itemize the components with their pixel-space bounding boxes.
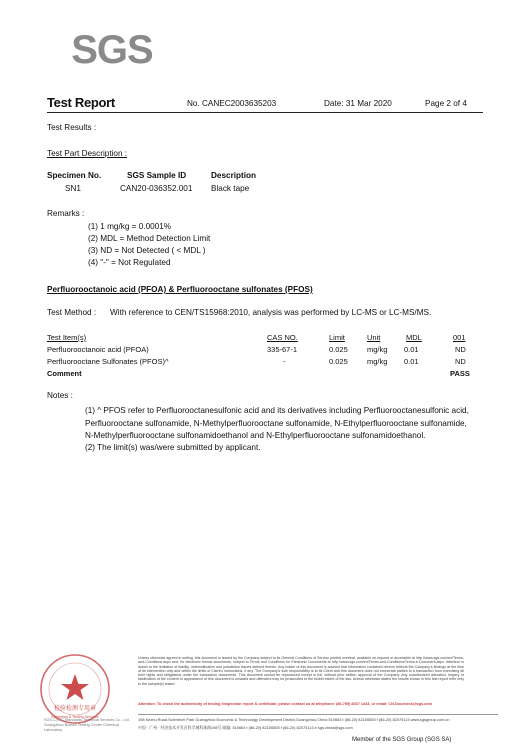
lab-name-line: Guangzhou Branch Testing Center Chemical Laboratory [44,723,120,732]
note-line: N-Methylperfluorooctane sulfonamidoethanol and N-Ethylperfluorooctane sulfonamidoethanol. [85,431,426,440]
cell-mdl: 0.01 [404,357,419,366]
cell-cas-no: 335-67-1 [267,345,298,354]
header-rule [47,112,483,113]
lab-name-line: SGS-CSTC Standards Technical Services Co., Ltd. [44,718,130,722]
test-method-text: With reference to CEN/TS15968:2010, analysis was performed by LC-MS or LC-MS/MS. [110,308,432,317]
cell-unit: mg/kg [367,345,388,354]
remarks-label: Remarks : [47,209,85,218]
table-row [47,345,477,356]
footer-rule [138,714,498,715]
comment-row [47,369,477,380]
report-date: Date: 31 Mar 2020 [324,99,392,108]
page-number: Page 2 of 4 [425,99,467,108]
comment-label: Comment [47,369,82,378]
cell-limit: 0.025 [329,357,348,366]
comment-value: PASS [450,369,470,378]
svg-text:Inspection & Testing Services: Inspection & Testing Services [51,715,99,719]
note-line: (2) The limit(s) was/were submitted by applicant. [85,443,261,452]
cell-limit: 0.025 [329,345,348,354]
col-test-items: Test Item(s) [47,333,87,342]
remark-item: (1) 1 mg/kg = 0.0001% [88,222,172,231]
svg-text:检验检测专用章: 检验检测专用章 [53,706,97,712]
notes-label: Notes : [47,391,73,400]
footer-address-cn: 中国 · 广州 · 经济技术开发区科学城科珠路198号 邮编: 510663 t (86-20) 82155555 f (86-20) 82075113 e sgs.china@sgs.com [138,725,353,730]
note-line: (1) ^ PFOS refer to Perfluorooctanesulfonic acid and its derivatives including Perfluorooctanesulfonic acid, [85,406,469,415]
sgs-sample-id-value: CAN20-036352.001 [120,184,193,193]
sgs-sample-id-header: SGS Sample ID [127,171,187,180]
report-title: Test Report [47,95,115,110]
description-header: Description [211,171,257,180]
cell-result: ND [455,345,466,354]
cell-mdl: 0.01 [404,345,419,354]
remark-item: (4) "-" = Not Regulated [88,258,171,267]
footer-disclaimer: Unless otherwise agreed in writing, this document is issued by the Company subject to its General Conditions of Service printed overleaf, available on request or accessible at http://www.sgs.com/en/Terms-and-Conditions.aspx and, for electronic format documents, subject to Terms and Conditions for Electronic Documents at http://www.sgs.com/en/Terms-and-Conditions/Terms-e-Document.aspx. Attention is drawn to the limitation of liability, indemnification and jurisdiction issues defined therein. Any holder of this document is advised that information contained hereon reflects the Company's findings at the time of its intervention only and within the limits of Client's instructions, if any. The Company's sole responsibility is to its Client and this document does not exonerate parties to a transaction from exercising all their rights and obligations under the transaction documents. This document cannot be reproduced except in full, without prior written approval of the Company. Any unauthorized alteration, forgery or falsification of the content or appearance of this document is unlawful and offenders may be prosecuted to the fullest extent of the law. Unless otherwise stated the results shown in this test report refer only to the sample(s) tested . [138,656,464,686]
cell-unit: mg/kg [367,357,388,366]
footer-attention: Attention: To check the authenticity of testing /inspection report & certificate, please contact us at telephone: (86-755) 8307 1443, or email: CN.Doccheck@sgs.com [138,702,432,706]
test-results-label: Test Results : [47,123,97,132]
cell-test-item: Perfluorooctane Sulfonates (PFOS)^ [47,357,169,366]
results-table-header [47,333,477,344]
sgs-logo [66,28,158,68]
footer-address-en: 198 Kezhu Road,Scientech Park Guangzhou Economic & Technology Development District,Guangzhou,China 510663 t (86-20) 82155555 f (86-20) 82075113 www.sgsgroup.com.cn [138,717,450,722]
remark-item: (2) MDL = Method Detection Limit [88,234,211,243]
table-row [47,357,477,368]
col-001: 001 [453,333,466,342]
svg-text:SGS: SGS [71,28,153,68]
footer-member: Member of the SGS Group (SGS SA) [352,737,452,743]
lab-name [44,718,134,733]
report-number: No. CANEC2003635203 [187,99,277,108]
cell-test-item: Perfluorooctanoic acid (PFOA) [47,345,149,354]
remark-item: (3) ND = Not Detected ( < MDL ) [88,246,206,255]
test-method-label: Test Method : [47,308,97,317]
section-title: Perfluorooctanoic acid (PFOA) & Perfluorooctane sulfonates (PFOS) [47,285,313,294]
test-part-description-label: Test Part Description : [47,149,128,158]
col-unit: Unit [367,333,381,342]
specimen-no-header: Specimen No. [47,171,102,180]
col-limit: Limit [329,333,345,342]
note-line: Perfluorooctane sulfonamide, N-Methylperfluorooctane sulfonamide, N-Ethylperfluorooctane sulfonamide, [85,419,467,428]
description-value: Black tape [211,184,250,193]
specimen-no-value: SN1 [65,184,81,193]
inspection-stamp-icon [38,652,112,726]
col-mdl: MDL [406,333,422,342]
cell-cas-no: - [283,357,286,366]
col-cas-no: CAS NO. [267,333,298,342]
cell-result: ND [455,357,466,366]
